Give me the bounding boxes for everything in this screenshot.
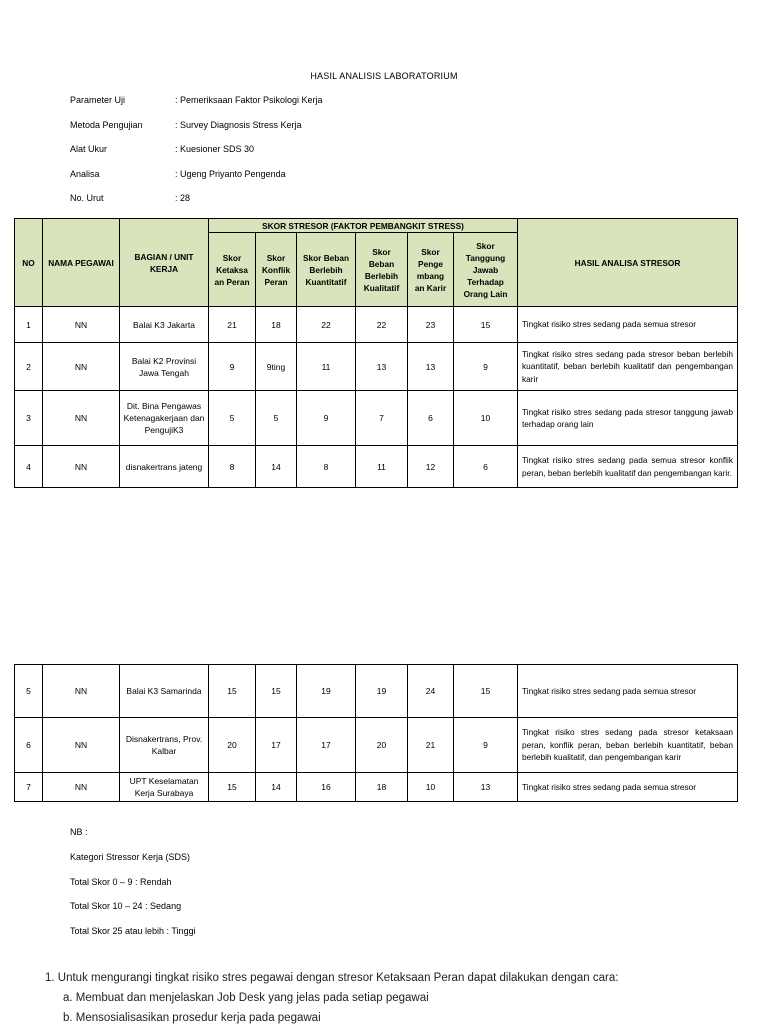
meta-key: Alat Ukur: [70, 144, 108, 154]
cell-score: 12: [408, 446, 454, 488]
cell-score: 5: [256, 391, 297, 446]
cell-no: 6: [15, 718, 43, 773]
note-line: Total Skor 25 atau lebih : Tinggi: [70, 926, 196, 937]
meta-value: : 28: [175, 193, 191, 203]
cell-score: 7: [356, 391, 408, 446]
cell-score: 10: [408, 773, 454, 802]
cell-hasil: Tingkat risiko stres sedang pada semua stresor: [518, 773, 738, 802]
meta-value: : Survey Diagnosis Stress Kerja: [175, 119, 302, 130]
meta-key: Analisa: [70, 168, 100, 179]
cell-nama: NN: [43, 391, 120, 446]
cell-no: 1: [15, 307, 43, 343]
list-item: b. Mensosialisasikan prosedur kerja pada pegawai: [63, 1012, 321, 1024]
cell-score: 11: [356, 446, 408, 488]
table-row: [15, 718, 738, 773]
cell-hasil: Tingkat risiko stres sedang pada semua stresor: [518, 307, 738, 343]
cell-score: 13: [408, 343, 454, 391]
notes-block: [70, 827, 196, 951]
cell-score: 21: [408, 718, 454, 773]
table-row: [15, 773, 738, 802]
cell-score: 6: [454, 446, 518, 488]
cell-score: 17: [297, 718, 356, 773]
header-skor-tanggung-jawab: Skor Tanggung Jawab Terhadap Orang Lain: [454, 233, 518, 307]
cell-score: 23: [408, 307, 454, 343]
meta-value: : Pemeriksaan Faktor Psikologi Kerja: [175, 95, 323, 105]
cell-score: 22: [356, 307, 408, 343]
cell-score: 15: [454, 307, 518, 343]
cell-score: 14: [256, 773, 297, 802]
cell-hasil: Tingkat risiko stres sedang pada semua stresor: [518, 665, 738, 718]
cell-score: 8: [209, 446, 256, 488]
header-no: NO: [15, 219, 43, 307]
cell-score: 15: [256, 665, 297, 718]
cell-score: 15: [454, 665, 518, 718]
meta-key: No. Urut: [70, 193, 104, 203]
header-skor-kuantitatif: Skor Beban Berlebih Kuantitatif: [297, 233, 356, 307]
list-item: 1. Untuk mengurangi tingkat risiko stres pegawai dengan stresor Ketaksaan Peran dapat dilakukan dengan cara:: [45, 972, 619, 984]
cell-nama: NN: [43, 307, 120, 343]
cell-score: 5: [209, 391, 256, 446]
cell-bagian: Balai K3 Jakarta: [120, 307, 209, 343]
header-hasil: HASIL ANALISA STRESOR: [518, 219, 738, 307]
cell-score: 20: [356, 718, 408, 773]
note-line: Kategori Stressor Kerja (SDS): [70, 851, 191, 862]
meta-block: [70, 95, 323, 218]
cell-score: 15: [209, 773, 256, 802]
cell-score: 22: [297, 307, 356, 343]
cell-bagian: Balai K2 Provinsi Jawa Tengah: [120, 343, 209, 391]
cell-bagian: Balai K3 Samarinda: [120, 665, 209, 718]
cell-nama: NN: [43, 343, 120, 391]
recommendation-list: [45, 972, 618, 1032]
meta-value: : Kuesioner SDS 30: [175, 144, 255, 154]
cell-score: 24: [408, 665, 454, 718]
cell-bagian: UPT Keselamatan Kerja Surabaya: [120, 773, 209, 802]
cell-score: 19: [356, 665, 408, 718]
meta-row: [70, 95, 323, 120]
meta-value: : Ugeng Priyanto Pengenda: [175, 168, 286, 179]
cell-no: 2: [15, 343, 43, 391]
cell-score: 19: [297, 665, 356, 718]
cell-bagian: Disnakertrans, Prov. Kalbar: [120, 718, 209, 773]
cell-no: 3: [15, 391, 43, 446]
cell-nama: NN: [43, 718, 120, 773]
cell-score: 16: [297, 773, 356, 802]
note-line: NB :: [70, 827, 88, 837]
cell-hasil: Tingkat risiko stres sedang pada stresor tanggung jawab terhadap orang lain: [518, 391, 738, 446]
cell-score: 10: [454, 391, 518, 446]
results-table-part-2: [14, 664, 738, 802]
cell-score: 9: [454, 718, 518, 773]
cell-score: 9: [209, 343, 256, 391]
header-nama: NAMA PEGAWAI: [43, 219, 120, 307]
cell-score: 13: [356, 343, 408, 391]
cell-nama: NN: [43, 773, 120, 802]
cell-hasil: Tingkat risiko stres sedang pada stresor beban berlebih kuantitatif, beban berlebih kualitatif dan pengembangan karir: [518, 343, 738, 391]
cell-no: 5: [15, 665, 43, 718]
header-skor-group: SKOR STRESOR (FAKTOR PEMBANGKIT STRESS): [209, 219, 518, 233]
cell-score: 15: [209, 665, 256, 718]
cell-score: 18: [256, 307, 297, 343]
header-skor-ketaksaan: Skor Ketaksa an Peran: [209, 233, 256, 307]
note-line: Total Skor 10 – 24 : Sedang: [70, 901, 182, 912]
table-row: [15, 307, 738, 343]
header-skor-konflik: Skor Konflik Peran: [256, 233, 297, 307]
document-title: HASIL ANALISIS LABORATORIUM: [310, 71, 458, 81]
cell-score: 17: [256, 718, 297, 773]
cell-score: 6: [408, 391, 454, 446]
cell-score: 13: [454, 773, 518, 802]
cell-score: 11: [297, 343, 356, 391]
cell-score: 9: [454, 343, 518, 391]
cell-score: 21: [209, 307, 256, 343]
list-item: a. Membuat dan menjelaskan Job Desk yang jelas pada setiap pegawai: [63, 992, 429, 1004]
cell-no: 4: [15, 446, 43, 488]
cell-hasil: Tingkat risiko stres sedang pada stresor ketaksaan peran, konflik peran, beban berlebih kuantitatif, beban berlebih kualitatif, dan pengembangan karir: [518, 718, 738, 773]
cell-score: 20: [209, 718, 256, 773]
meta-row: [70, 144, 323, 169]
meta-key: Metoda Pengujian: [70, 119, 143, 130]
meta-row: [70, 120, 323, 145]
meta-key: Parameter Uji: [70, 95, 126, 105]
cell-bagian: Dit. Bina Pengawas Ketenagakerjaan dan PengujiK3: [120, 391, 209, 446]
table-row: [15, 391, 738, 446]
results-table-part-1: [14, 218, 738, 488]
note-line: Total Skor 0 – 9 : Rendah: [70, 876, 172, 887]
cell-no: 7: [15, 773, 43, 802]
header-skor-karir: Skor Penge mbang an Karir: [408, 233, 454, 307]
cell-score: 9ting: [256, 343, 297, 391]
header-skor-kualitatif: Skor Beban Berlebih Kualitatif: [356, 233, 408, 307]
meta-row: [70, 169, 323, 194]
cell-nama: NN: [43, 665, 120, 718]
cell-score: 9: [297, 391, 356, 446]
header-bagian: BAGIAN / UNIT KERJA: [120, 219, 209, 307]
cell-hasil: Tingkat risiko stres sedang pada semua stresor konflik peran, beban berlebih kualitatif dan pengembangan karir.: [518, 446, 738, 488]
cell-score: 18: [356, 773, 408, 802]
table-row: [15, 665, 738, 718]
cell-score: 8: [297, 446, 356, 488]
cell-score: 14: [256, 446, 297, 488]
table-row: [15, 446, 738, 488]
cell-nama: NN: [43, 446, 120, 488]
table-row: [15, 343, 738, 391]
meta-row: [70, 193, 323, 218]
cell-bagian: disnakertrans jateng: [120, 446, 209, 488]
